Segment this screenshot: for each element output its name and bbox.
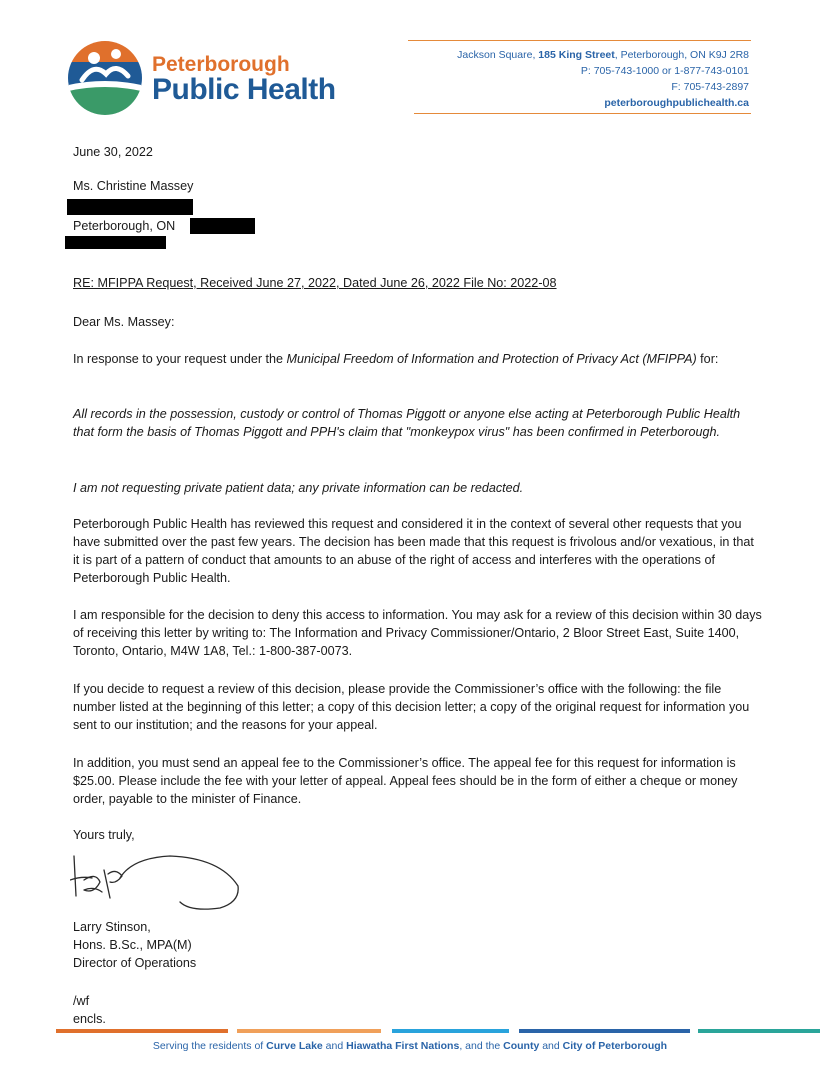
contact-top-rule bbox=[408, 40, 751, 41]
fee-paragraph: In addition, you must send an appeal fee to the Commissioner’s office. The appeal fee for this request for information is $25.00. Please include the fee with your letter of appeal. Appeal fees should be in the form of either a cheque or money order, payable to the minister of Finance. bbox=[73, 756, 738, 806]
footer-bar-3 bbox=[392, 1029, 509, 1033]
typist-initials: /wf bbox=[73, 994, 90, 1008]
fax-line: F: 705-743-2897 bbox=[671, 81, 749, 93]
signer-credentials: Hons. B.Sc., MPA(M) bbox=[73, 938, 192, 952]
phone-line: P: 705-743-1000 or 1-877-743-0101 bbox=[580, 65, 749, 77]
decision-paragraph: I am responsible for the decision to deny this access to information. You may ask for a review of this decision within 30 days of receiving this letter by writing to: The Information and Privacy Commissioner/Ontario, 2 Bloor Street East, Suite 1400, Toronto, Ontario, M4W 1A8, Tel.: 1-800-387-0073. bbox=[73, 608, 762, 658]
handwritten-signature bbox=[70, 850, 245, 918]
review-paragraph: Peterborough Public Health has reviewed this request and considered it in the context of several other requests that you have submitted over the past few years. The decision has been made that this request is frivolous and/or vexatious, in that it is part of a pattern of conduct that amounts to an abuse of the right of access and interferes with the operations of Peterborough Public Health. bbox=[73, 517, 754, 585]
closing: Yours truly, bbox=[73, 828, 135, 842]
recipient-city: Peterborough, ON bbox=[73, 219, 176, 233]
redaction-bar bbox=[190, 218, 255, 234]
contact-block bbox=[457, 47, 749, 111]
request-quote: All records in the possession, custody or control of Thomas Piggott or anyone else acting at Peterborough Public Health that form the basis of Thomas Piggott and PPH's claim that "monkeypox virus" has been confirmed in Peterborough. bbox=[73, 407, 741, 439]
redaction-bar bbox=[67, 199, 193, 215]
signer-title: Director of Operations bbox=[73, 956, 197, 970]
footer-bar-1 bbox=[56, 1029, 228, 1033]
act-name: Municipal Freedom of Information and Protection of Privacy Act (MFIPPA) bbox=[286, 352, 697, 366]
footer-bar-5 bbox=[698, 1029, 820, 1033]
recipient-name: Ms. Christine Massey bbox=[73, 179, 194, 193]
signer-name: Larry Stinson, bbox=[73, 920, 151, 934]
footer-bar-4 bbox=[519, 1029, 690, 1033]
footer-bar-2 bbox=[237, 1029, 381, 1033]
intro-paragraph: In response to your request under the Municipal Freedom of Information and Protection of Privacy Act (MFIPPA) for: bbox=[73, 352, 719, 366]
contact-bottom-rule bbox=[414, 113, 751, 114]
footer-tagline: Serving the residents of Curve Lake and Hiawatha First Nations, and the County and City of Peterborough bbox=[152, 1040, 668, 1052]
redaction-bar bbox=[65, 236, 166, 249]
letter-date: June 30, 2022 bbox=[73, 145, 153, 159]
logo-text-peterborough: Peterborough bbox=[152, 53, 290, 76]
enclosures: encls. bbox=[73, 1012, 106, 1026]
address-line: Jackson Square, 185 King Street, Peterborough, ON K9J 2R8 bbox=[457, 49, 749, 61]
salutation: Dear Ms. Massey: bbox=[73, 315, 175, 329]
appeal-paragraph: If you decide to request a review of this decision, please provide the Commissioner’s office with the following: the file number listed at the beginning of this letter; a copy of this decision letter; a copy of the original request for information you sent to our institution; and the reasons for your appeal. bbox=[73, 682, 750, 732]
re-subject-line: RE: MFIPPA Request, Received June 27, 2022, Dated June 26, 2022 File No: 2022-08 bbox=[73, 276, 557, 290]
website-link[interactable]: peterboroughpublichealth.ca bbox=[604, 97, 749, 109]
logo-text-public-health: Public Health bbox=[152, 73, 336, 106]
request-note: I am not requesting private patient data; any private information can be redacted. bbox=[73, 481, 524, 495]
peterborough-public-health-logo bbox=[64, 40, 146, 116]
